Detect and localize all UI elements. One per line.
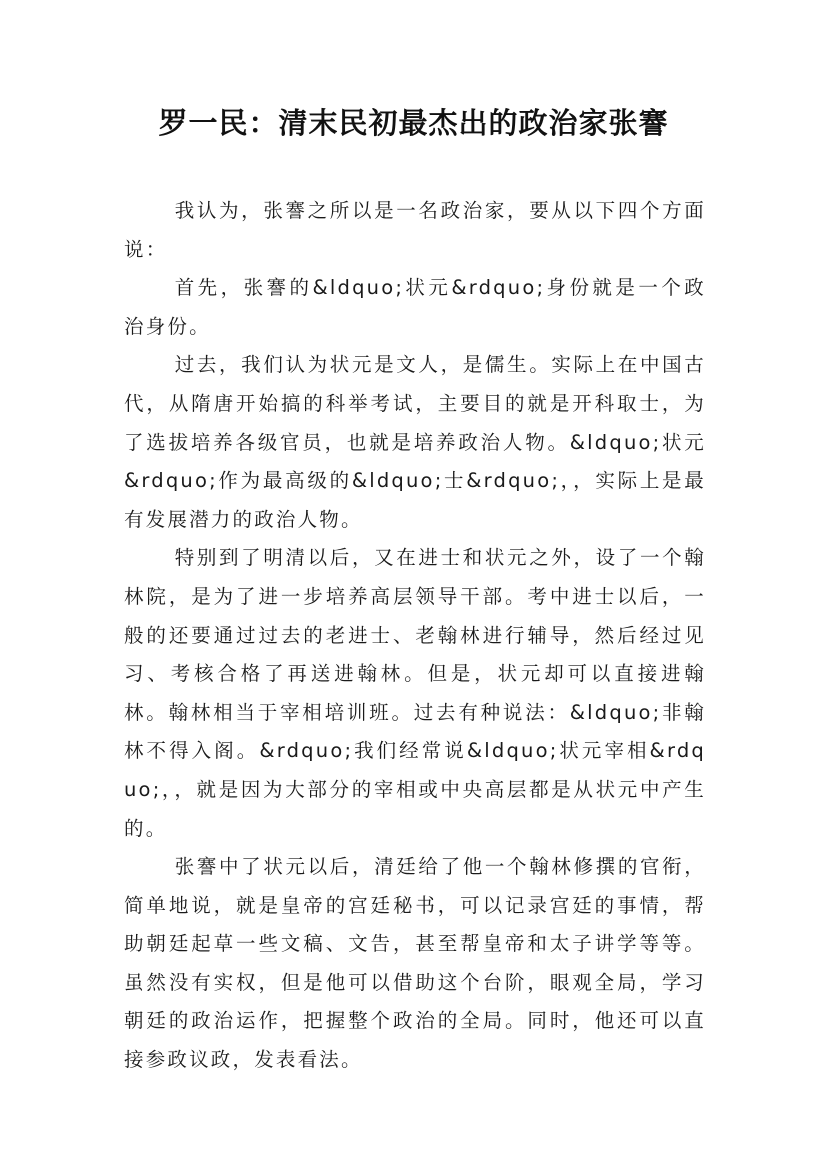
article-body [124,192,706,1080]
paragraph: 首先，张謇的&ldquo;状元&rdquo;身份就是一个政治身份。 [124,276,706,338]
paragraph: 过去，我们认为状元是文人，是儒生。实际上在中国古代，从隋唐开始搞的科举考试，主要目的就是开科取士，为了选拔培养各级官员，也就是培养政治人物。&ldquo;状元&rdquo;作为最高级的&ldquo;士&rdquo;，，实际上是最有发展潜力的政治人物。 [124,353,706,531]
article-title: 罗一民：清末民初最杰出的政治家张謇 [158,106,669,140]
paragraph: 我认为，张謇之所以是一名政治家，要从以下四个方面说： [124,199,706,261]
paragraph: 特别到了明清以后，又在进士和状元之外，设了一个翰林院，是为了进一步培养高层领导干部。考中进士以后，一般的还要通过过去的老进士、老翰林进行辅导，然后经过见习、考核合格了再送进翰林。但是，状元却可以直接进翰林。翰林相当于宰相培训班。过去有种说法：&ldquo;非翰林不得入阁。&rdquo;我们经常说&ldquo;状元宰相&rdquo;，，就是因为大部分的宰相或中央高层都是从状元中产生的。 [124,546,706,840]
paragraph: 张謇中了状元以后，清廷给了他一个翰林修撰的官衔，简单地说，就是皇帝的宫廷秘书，可以记录宫廷的事情，帮助朝廷起草一些文稿、文告，甚至帮皇帝和太子讲学等等。虽然没有实权，但是他可以借助这个台阶，眼观全局，学习朝廷的政治运作，把握整个政治的全局。同时，他还可以直接参政议政，发表看法。 [124,855,706,1072]
